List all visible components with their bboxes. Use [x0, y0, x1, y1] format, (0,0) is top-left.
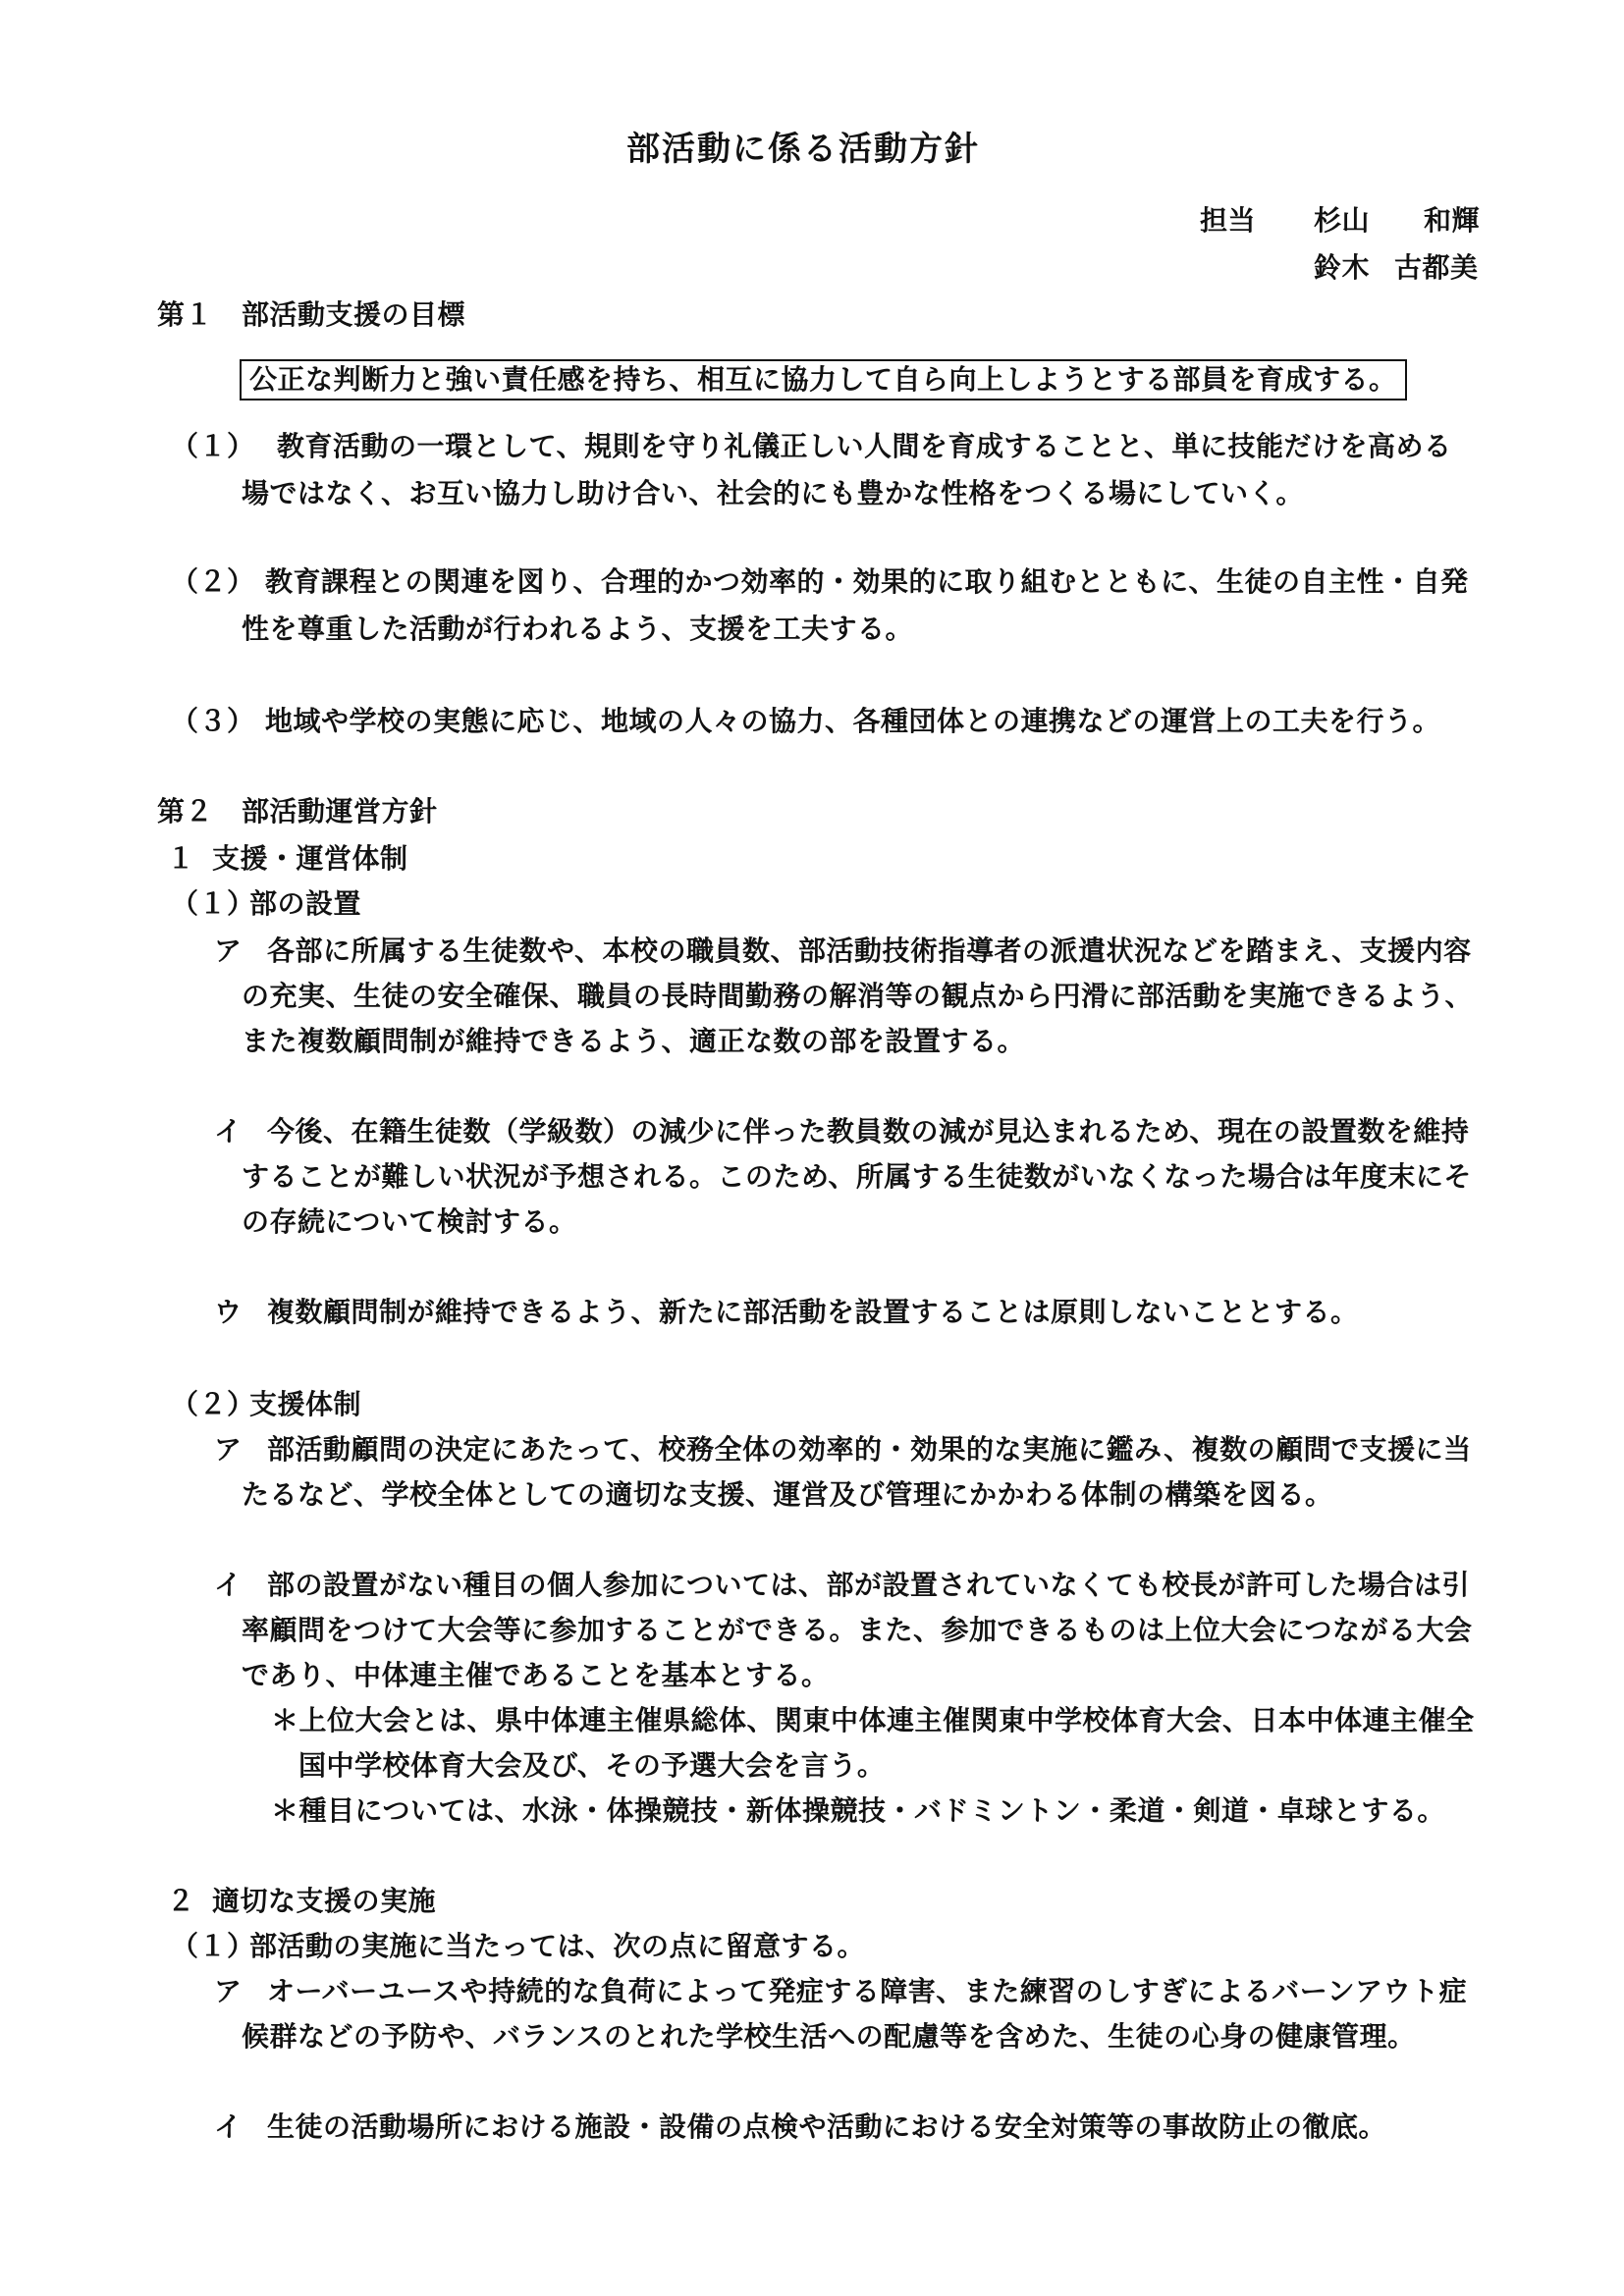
goal-box: 公正な判断力と強い責任感を持ち、相互に協力して自ら向上しようとする部員を育成する。 — [240, 359, 1407, 400]
item-line: することが難しい状況が予想される。このため、所属する生徒数がいなくなった場合は年度末にそ — [242, 1160, 1472, 1193]
p1-number: （１） — [171, 887, 255, 920]
item-line: 部の設置がない種目の個人参加については、部が設置されていなくても校長が許可した場合は引 — [267, 1569, 1470, 1601]
author1-surname: 杉山 — [1314, 204, 1371, 237]
item-label: ア — [214, 1975, 243, 2007]
item-line: 教育活動の一環として、規則を守り礼儀正しい人間を育成することと、単に技能だけを高める — [277, 430, 1452, 462]
item-line: 候群などの予防や、バランスのとれた学校生活への配慮等を含めた、生徒の心身の健康管理。 — [242, 2020, 1416, 2053]
document-title: 部活動に係る活動方針 — [626, 130, 980, 169]
author2-surname: 鈴木 — [1314, 251, 1371, 284]
author-label: 担当 — [1200, 204, 1257, 237]
p2-heading: 支援体制 — [249, 1388, 362, 1420]
item-line: の充実、生徒の安全確保、職員の長時間勤務の解消等の観点から円滑に部活動を実施できるよう、 — [242, 980, 1474, 1012]
author1-given: 和輝 — [1424, 204, 1481, 237]
item-label: イ — [214, 1115, 243, 1148]
item-line: また複数顧問制が維持できるよう、適正な数の部を設置する。 — [242, 1025, 1026, 1057]
p1-heading: 部の設置 — [249, 887, 362, 920]
p1-heading: 部活動の実施に当たっては、次の点に留意する。 — [249, 1930, 866, 1962]
note-line: ＊種目については、水泳・体操競技・新体操競技・バドミントン・柔道・剣道・卓球とする。 — [271, 1794, 1445, 1827]
item-label: ウ — [214, 1296, 243, 1328]
item-number: （３） — [171, 705, 255, 737]
section1-heading: 部活動支援の目標 — [242, 298, 466, 331]
item-label: ア — [214, 1433, 243, 1466]
item-line: 今後、在籍生徒数（学級数）の減少に伴った教員数の減が見込まれるため、現在の設置数を維持 — [267, 1115, 1470, 1148]
item-number: （２） — [171, 565, 255, 598]
p2-number: （２） — [171, 1388, 255, 1420]
section2-heading: 部活動運営方針 — [242, 795, 438, 828]
sub2-heading: 適切な支援の実施 — [212, 1885, 437, 1917]
item-line: たるなど、学校全体としての適切な支援、運営及び管理にかかわる体制の構築を図る。 — [242, 1478, 1333, 1511]
sub1-heading: 支援・運営体制 — [212, 842, 408, 875]
item-line: 地域や学校の実態に応じ、地域の人々の協力、各種団体との連携などの運営上の工夫を行う。 — [265, 705, 1441, 737]
item-label: ア — [214, 934, 243, 967]
item-line: 場ではなく、お互い協力し助け合い、社会的にも豊かな性格をつくる場にしていく。 — [242, 477, 1304, 509]
item-line: 複数顧問制が維持できるよう、新たに部活動を設置することは原則しないこととする。 — [267, 1296, 1359, 1328]
note-line: ＊上位大会とは、県中体連主催県総体、関東中体連主催関東中学校体育大会、日本中体連主催全 — [271, 1704, 1475, 1736]
note-line: 国中学校体育大会及び、その予選大会を言う。 — [298, 1749, 886, 1782]
author2-given: 古都美 — [1394, 251, 1479, 284]
item-line: 各部に所属する生徒数や、本校の職員数、部活動技術指導者の派遣状況などを踏まえ、支援内容 — [267, 934, 1472, 967]
item-line: であり、中体連主催であることを基本とする。 — [242, 1659, 830, 1691]
item-line: 部活動顧問の決定にあたって、校務全体の効率的・効果的な実施に鑑み、複数の顧問で支援に当 — [267, 1433, 1472, 1466]
item-line: 性を尊重した活動が行われるよう、支援を工夫する。 — [242, 613, 914, 645]
section1-number: 第１ — [157, 298, 214, 331]
p1-number: （１） — [171, 1930, 255, 1962]
item-line: 率顧問をつけて大会等に参加することができる。また、参加できるものは上位大会につながる大会 — [242, 1614, 1473, 1646]
item-line: 教育課程との関連を図り、合理的かつ効率的・効果的に取り組むとともに、生徒の自主性・自発 — [265, 565, 1469, 598]
sub1-number: １ — [167, 842, 195, 875]
item-line: オーバーユースや持続的な負荷によって発症する障害、また練習のしすぎによるバーンアウト症 — [267, 1975, 1468, 2007]
item-label: イ — [214, 1569, 243, 1601]
item-label: イ — [214, 2110, 243, 2143]
item-line: 生徒の活動場所における施設・設備の点検や活動における安全対策等の事故防止の徹底。 — [267, 2110, 1387, 2143]
item-line: の存続について検討する。 — [242, 1205, 577, 1238]
section2-number: 第２ — [157, 795, 214, 828]
item-number: （１） — [171, 430, 255, 462]
sub2-number: ２ — [167, 1885, 195, 1917]
